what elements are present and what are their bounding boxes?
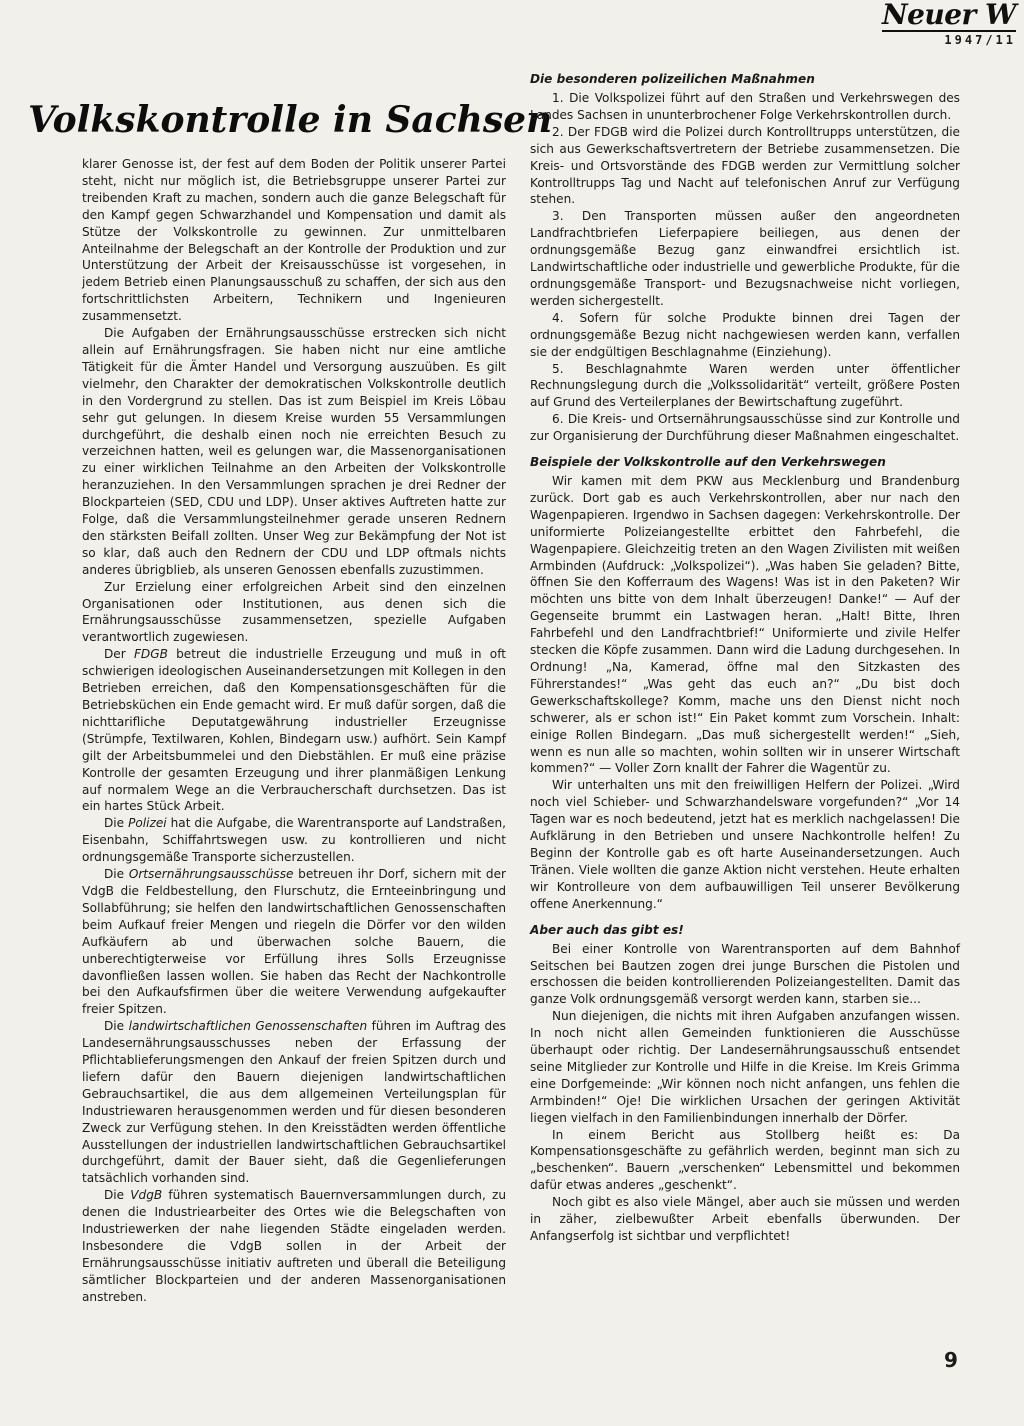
paragraph: Noch gibt es also viele Mängel, aber auch sie müssen und werden in zäher, zielbewußter Arbeit ebenfalls überwunden. Der Anfangserfolg ist sichtbar und verpflichtet! bbox=[530, 1195, 960, 1243]
left-column bbox=[82, 156, 506, 1306]
paragraph: 6. Die Kreis- und Ortsernährungsausschüsse sind zur Kontrolle und zur Organisierung der Durchführung dieser Maßnahmen eingeschaltet. bbox=[530, 412, 960, 444]
right-column bbox=[530, 68, 960, 1245]
paragraph: Die Aufgaben der Ernährungsausschüsse erstrecken sich nicht allein auf Ernährungsfragen. Sie haben nicht nur eine amtliche Tätigkeit für die Ämter Handel und Versorgung auszuüben. Es gilt vielmehr, den Charakter der demokratischen Volkskontrolle deutlich in den Vordergrund zu stellen. Das ist zum Beispiel im Kreis Löbau sehr gut gelungen. In diesem Kreise wurden 55 Versammlungen durchgeführt, die deshalb einen noch nie erreichten Besuch zu verzeichnen hatten, weil es gelungen war, die Massenorganisationen zu einer wirklichen Teilnahme an den Arbeiten der Volkskontrolle heranzuziehen. In den Versammlungen sprachen je drei Redner der Blockparteien (SED, CDU und LDP). Unser aktives Auftreten hatte zur Folge, daß die Versammlungsteilnehmer gerade unseren Rednern den stärksten Beifall zollten. Unser Weg zur Bekämpfung der Not ist so klar, daß auch den Rednern der CDU und LDP oftmals nichts anderes übrigblieb, als unseren Genossen ebenfalls zuzustimmen. bbox=[82, 326, 506, 577]
paragraph: Bei einer Kontrolle von Warentransporten auf dem Bahnhof Seitschen bei Bautzen zogen drei junge Burschen die Pistolen und erschossen die beiden kontrollierenden Polizeiangestellten. Damit das ganze Volk ordnungsgemäß versorgt werden kann, starben sie... bbox=[530, 941, 960, 1007]
emphasis-term: FDGB bbox=[133, 647, 168, 662]
paragraph-genossenschaften: Die landwirtschaftlichen Genossenschaften führen im Auftrag des Landesernährungsausschusses neben der Erfassung der Pflichtablieferungsmengen den Ankauf der freien Spitzen durch und liefern dafür den Bauern diejenigen landwirtschaftlichen Gebrauchsartikel, die aus dem allgemeinen Verteilungsplan für Industriewaren herausgenommen werden und für diesen besonderen Zweck zur Verfügung stehen. In den Kreisstädten werden öffentliche Ausstellungen der industriellen landwirtschaftlichen Gebrauchsartikel durchgeführt, damit der Bauer sieht, daß die Gegenlieferungen tatsächlich vorhanden sind. bbox=[82, 1019, 506, 1186]
magazine-logo: Neuer W bbox=[881, 0, 1016, 31]
paragraph-fdgb: Der FDGB betreut die industrielle Erzeugung und muß in oft schwierigen ideologischen Auseinandersetzungen mit Kollegen in den Betrieben erreichen, daß den Kompensationsgeschäften für die Betriebsküchen ein Ende gemacht wird. Er muß dafür sorgen, daß die nichttarifliche Deputatgewährung industrieller Erzeugnisse (Strümpfe, Textilwaren, Kohlen, Bindegarn usw.) aufhört. Sein Kampf gilt der Arbeitsbummelei und den Diebstählen. Er muß eine präzise Kontrolle der gesamten Erzeugung und ihrer planmäßigen Lenkung auf normalem Wege an die Verbraucherschaft durchsetzen. Das ist ein hartes Stück Arbeit. bbox=[82, 647, 506, 814]
paragraph: 1. Die Volkspolizei führt auf den Straßen und Verkehrswegen des Landes Sachsen in ununterbrochener Folge Verkehrskontrollen durch. bbox=[530, 91, 960, 122]
section-heading: Aber auch das gibt es! bbox=[530, 922, 684, 937]
paragraph: Nun diejenigen, die nichts mit ihren Aufgaben anzufangen wissen. In noch nicht allen Gemeinden funktionieren die Ausschüsse überhaupt oder richtig. Der Landesernährungsausschuß entsendet seine Mitglieder zur Kontrolle und Hilfe in die Kreise. Im Kreis Grimma eine Dorfgemeinde: „Wir können noch nicht anfangen, uns fehlen die Armbinden!“ Oje! Die wirklichen Ursachen der geringen Aktivität liegen vielfach in den Familienbindungen innerhalb der Dörfer. bbox=[530, 1009, 960, 1125]
paragraph: In einem Bericht aus Stollberg heißt es: Da Kompensationsgeschäfte zu gefährlich werden, beginnt man sich zu „beschenken“. Bauern „verschenken“ Lebensmittel und bekommen dafür etwas anderes „geschenkt“. bbox=[530, 1127, 960, 1193]
emphasis-term: Ortsernährungsausschüsse bbox=[128, 867, 294, 882]
section-heading: Die besonderen polizeilichen Maßnahmen bbox=[530, 72, 815, 86]
paragraph: Wir kamen mit dem PKW aus Mecklenburg und Brandenburg zurück. Dort gab es auch Verkehrskontrollen, aber nur nach den Wagenpapieren. Irgendwo in Sachsen dagegen: Verkehrskontrolle. Der uniformierte Polizeiangestellte erbittet den Fahrbefehl, die Wagenpapiere. Gleichzeitig treten an den Wagen Zivilisten mit weißen Armbinden (Aufdruck: „Volkspolizei“). „Was haben Sie geladen? Bitte, öffnen Sie den Kofferraum des Wagens! Was ist in den Paketen? Wir möchten uns bitte von dem Inhalt überzeugen! Danke!“ — Auf der Gegenseite brummt ein Lastwagen heran. „Halt! Bitte, Ihren Fahrbefehl und den Landfrachtbrief!“ Uniformierte und zivile Helfer stecken die Köpfe zusammen. Dann wird die Ladung durchgesehen. In Ordnung! „Na, Kamerad, öffne mal den Sitzkasten des Führerstandes!“ „Was geht das euch an?“ „Du bist doch Gewerkschaftskollege? Komm, mache uns den Dienst nicht noch schwerer, als er schon ist!“ Ein Paket kommt zum Vorschein. Inhalt: einige Rollen Bindegarn. „Das muß sichergestellt werden!“ „Sieh, wenn es nun alle so machten, wohin sollten wir in unserer Wirtschaft kommen?“ — Voller Zorn knallt der Fahrer die Wagentür zu. bbox=[530, 474, 960, 776]
paragraph: Wir unterhalten uns mit den freiwilligen Helfern der Polizei. „Wird noch viel Schieber- und Schwarzhandelsware vorgefunden?“ „Vor 14 Tagen war es noch bedeutend, jetzt hat es merklich nachgelassen! Die Aufklärung in den Betrieben und unsere Nachkontrolle helfen! Zu Beginn der Kontrolle gab es oft harte Auseinandersetzungen. Auch Tränen. Viele wollten die ganze Aktion nicht verstehen. Heute erhalten wir Kontrolleure von dem aufbauwilligen Teil unserer Bevölkerung offene Anerkennung.“ bbox=[530, 778, 960, 911]
paragraph: 5. Beschlagnahmte Waren werden unter öffentlicher Rechnungslegung durch die „Volkssolidarität“ verteilt, größere Posten auf Grund des Verteilerplanes der Bewirtschaftung zugeführt. bbox=[530, 361, 960, 410]
page-number: 9 bbox=[944, 1348, 958, 1372]
paragraph: klarer Genosse ist, der fest auf dem Boden der Politik unserer Partei steht, nicht nur möglich ist, die Betriebsgruppe unserer Partei zur treibenden Kraft zu machen, sondern auch die ganze Belegschaft für den Kampf gegen Schwarzhandel und Kompensation und damit als Stütze der Volkskontrolle zu gewinnen. Zur unmittelbaren Anteilnahme der Belegschaft an der Kontrolle der Produktion und zur Unterstützung der Arbeit der Kreisausschüsse ist vorgesehen, in jedem Betrieb einen Planungsausschuß zu schaffen, der sich aus den fortschrittlichsten Arbeitern, Technikern und Ingenieuren zusammensetzt. bbox=[82, 157, 506, 324]
paragraph: 2. Der FDGB wird die Polizei durch Kontrolltrupps unterstützen, die sich aus Gewerkschaftsvertretern der Betriebe zusammensetzen. Die Kreis- und Ortsvorstände des FDGB werden zur Vermittlung solcher Kontrolltrupps Tag und Nacht auf telefonischen Anruf zur Verfügung stehen. bbox=[530, 124, 960, 207]
emphasis-term: landwirtschaftlichen Genossenschaften bbox=[128, 1019, 368, 1034]
paragraph: 3. Den Transporten müssen außer den angeordneten Landfrachtbriefen Lieferpapiere beiliegen, aus denen der ordnungsgemäße Bezug ganz einwandfrei ersichtlich ist. Landwirtschaftliche oder industrielle und gewerbliche Produkte, für die ordnungsgemäße Transport- und Bezugsnachweise nicht vorliegen, werden sichergestellt. bbox=[530, 209, 960, 308]
emphasis-term: Polizei bbox=[128, 816, 167, 831]
emphasis-term: VdgB bbox=[130, 1188, 163, 1203]
paragraph-polizei: Die Polizei hat die Aufgabe, die Warentransporte auf Landstraßen, Eisenbahn, Schiffahrtswegen usw. zu kontrollieren und nicht ordnungsgemäße Transporte sicherzustellen. bbox=[82, 816, 506, 865]
paragraph-vdgb: Die VdgB führen systematisch Bauernversammlungen durch, zu denen die Industriearbeiter des Ortes wie die Belegschaften von Industriewerken der nahe liegenden Städte eingeladen werden. Insbesondere die VdgB sollen in der Arbeit der Ernährungsausschüsse initiativ auftreten und überall die Beteiligung sämtlicher Blockparteien und der anderen Massenorganisationen anstreben. bbox=[82, 1188, 506, 1304]
paragraph: Zur Erzielung einer erfolgreichen Arbeit sind den einzelnen Organisationen oder Institutionen, aus denen sich die Ernährungsausschüsse zusammensetzen, spezielle Aufgaben verantwortlich zugewiesen. bbox=[82, 579, 506, 645]
masthead bbox=[882, 0, 1016, 47]
section-heading: Beispiele der Volkskontrolle auf den Verkehrswegen bbox=[530, 455, 886, 470]
paragraph-ortsausschuesse: Die Ortsernährungsausschüsse betreuen ihr Dorf, sichern mit der VdgB die Feldbestellung, den Flurschutz, die Ernteeinbringung und Sollabführung; sie helfen den landwirtschaftlichen Genossenschaften beim Aufkauf freier Mengen und riegeln die Dörfer vor den wilden Aufkäufern ab und überwachen solche Bauern, die unberechtigterweise vor Erfüllung ihres Solls Erzeugnisse davonfließen lassen wollen. Sie haben das Recht der Nachkontrolle bei den Aufkaufsfirmen über die weitere Verwendung aufgekaufter freier Spitzen. bbox=[82, 867, 506, 1017]
issue-number: 1947/11 bbox=[882, 30, 1016, 47]
paragraph: 4. Sofern für solche Produkte binnen drei Tagen der ordnungsgemäße Bezug nicht nachgewiesen werden kann, verfallen sie der endgültigen Beschlagnahme (Einziehung). bbox=[530, 310, 960, 359]
article-title: Volkskontrolle in Sachsen bbox=[28, 99, 553, 141]
